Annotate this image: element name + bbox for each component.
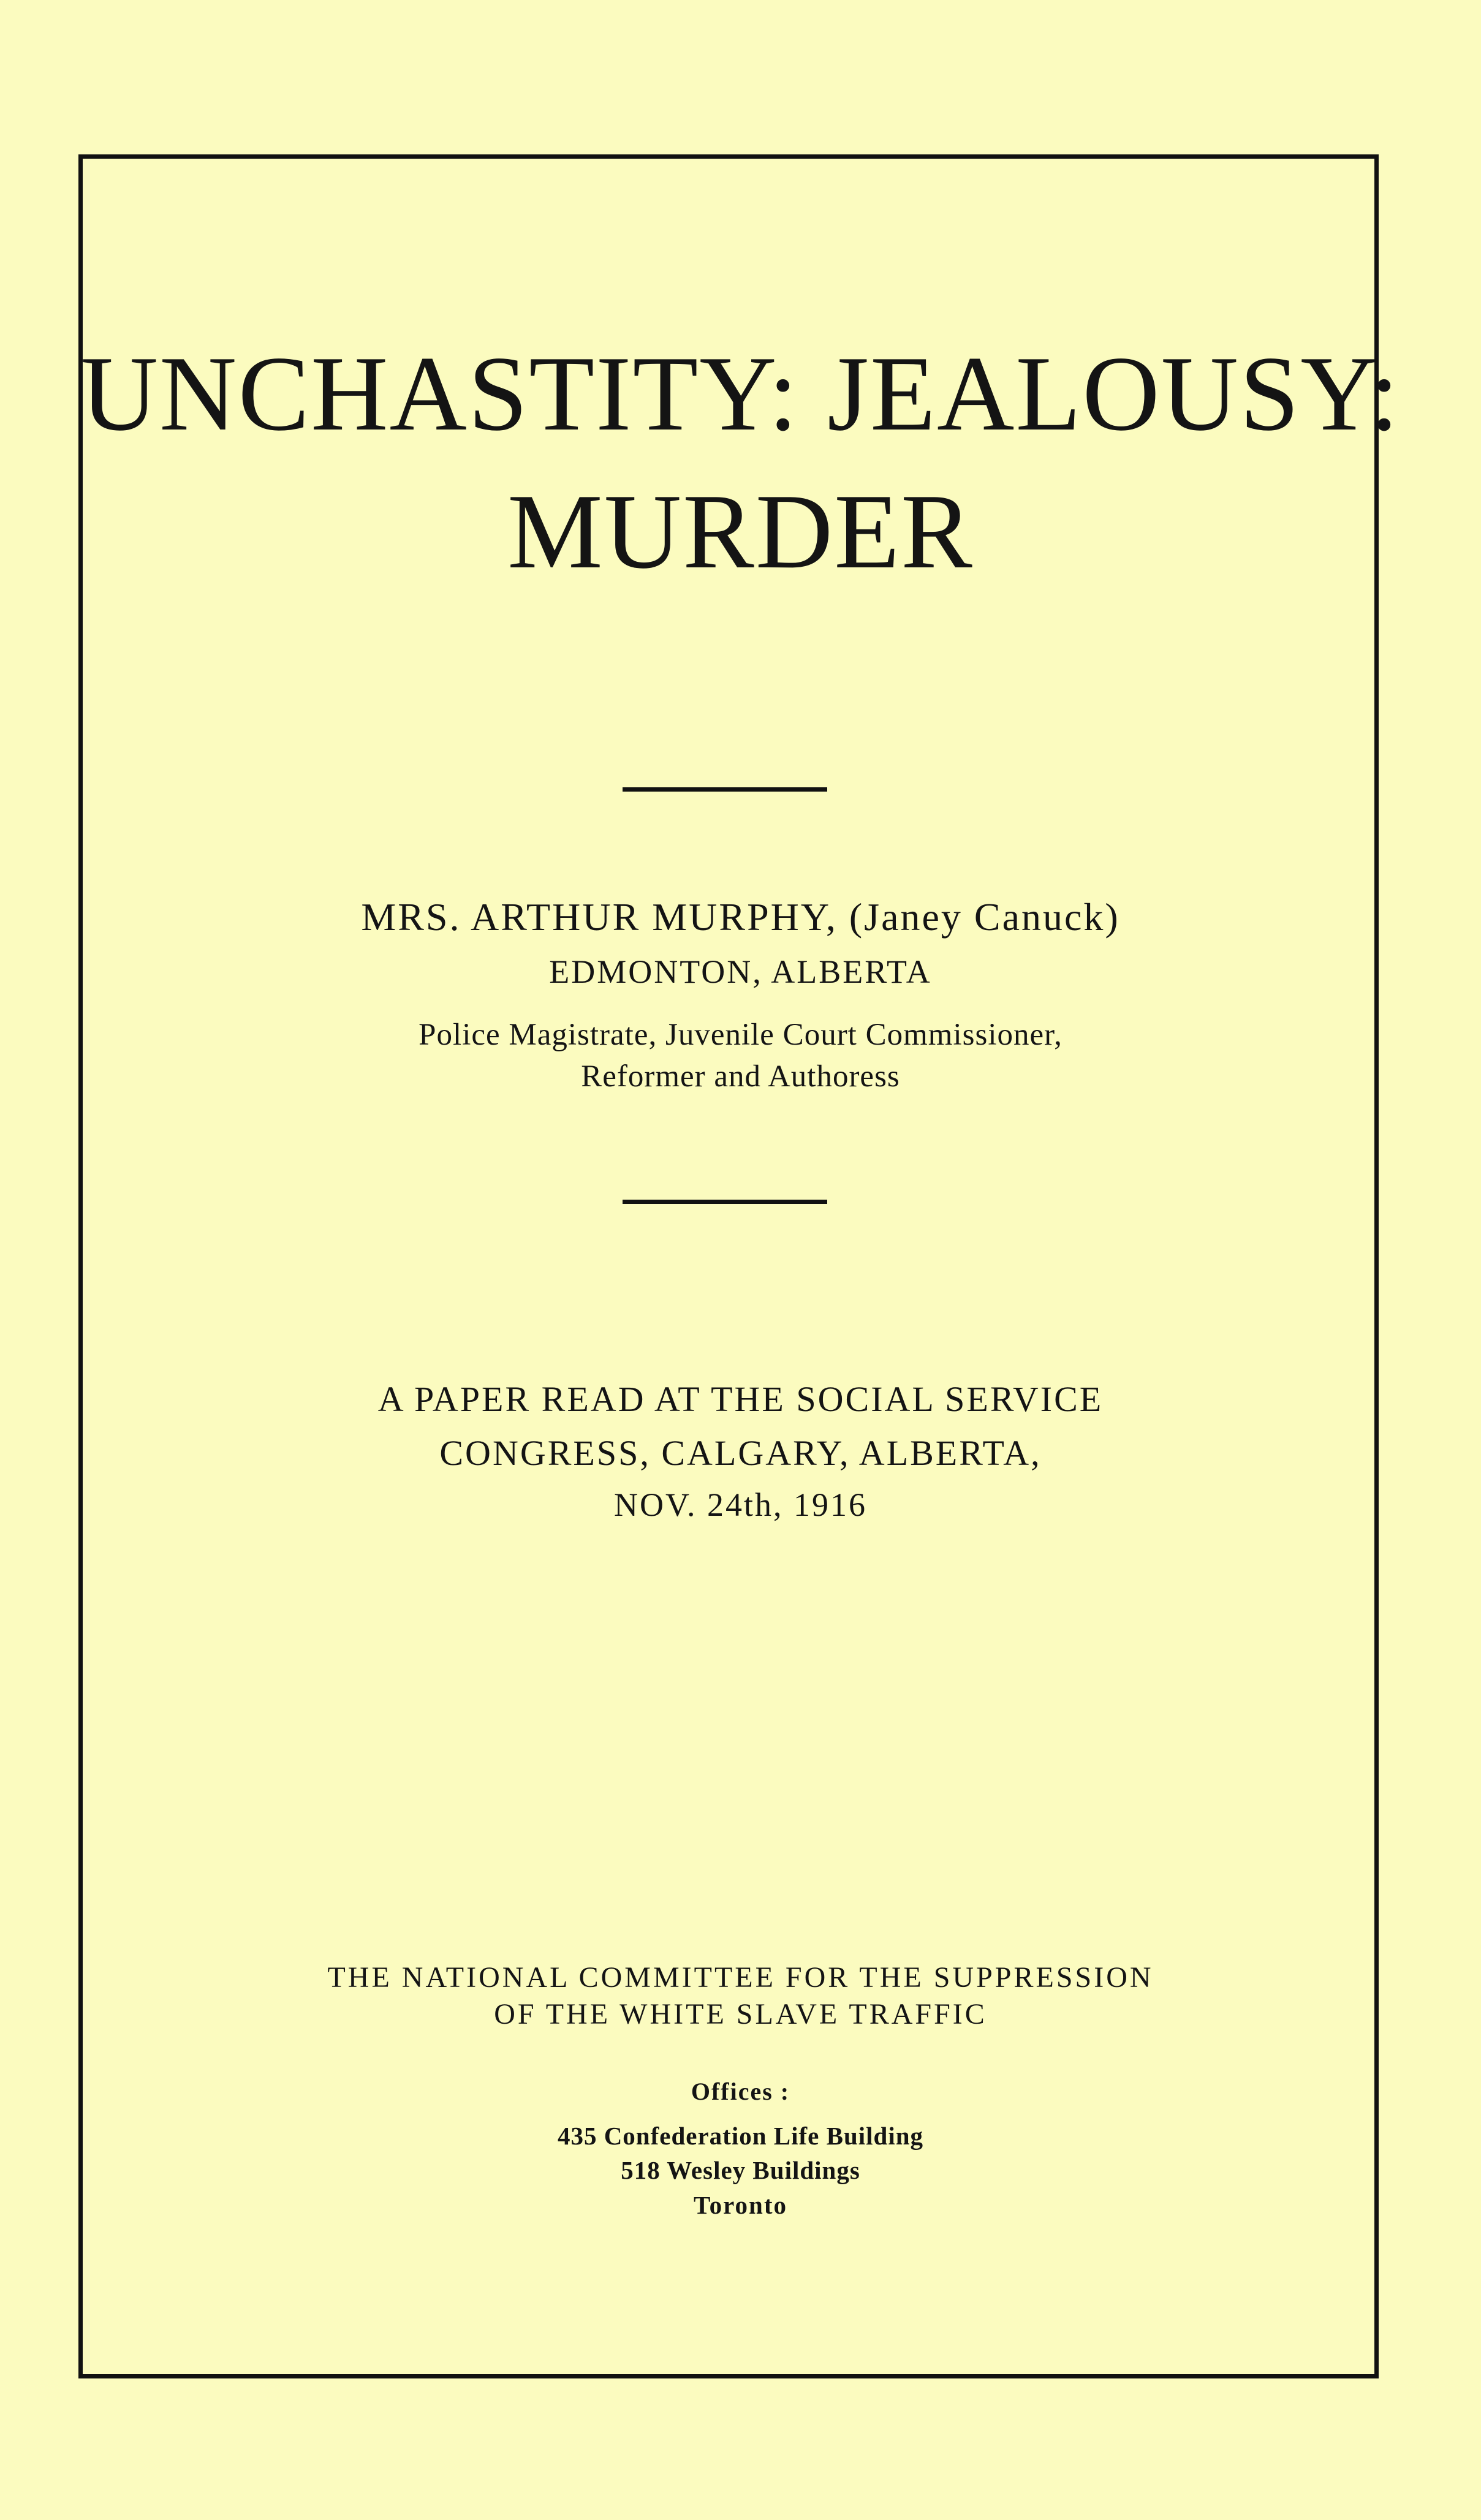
office-address-1: 435 Confederation Life Building (557, 2122, 924, 2150)
paper-line-2: CONGRESS, CALGARY, ALBERTA, (439, 1433, 1042, 1473)
offices-label: Offices : (691, 2078, 790, 2105)
title-line-2: MURDER (507, 472, 974, 591)
divider-top (623, 787, 827, 792)
committee-line-2: OF THE WHITE SLAVE TRAFFIC (494, 1998, 987, 2030)
committee-line-1: THE NATIONAL COMMITTEE FOR THE SUPPRESSION (327, 1961, 1154, 1994)
paper-line-1: A PAPER READ AT THE SOCIAL SERVICE (377, 1379, 1104, 1419)
author-location: EDMONTON, ALBERTA (549, 953, 932, 990)
author-roles-line-1: Police Magistrate, Juvenile Court Commissioner, (419, 1018, 1062, 1052)
paper-date: NOV. 24th, 1916 (613, 1486, 868, 1523)
divider-bottom (623, 1200, 827, 1204)
office-city: Toronto (694, 2191, 787, 2219)
office-address-2: 518 Wesley Buildings (621, 2156, 860, 2184)
author-name: MRS. ARTHUR MURPHY, (Janey Canuck) (361, 895, 1120, 939)
title-line-1: UNCHASTITY: JEALOUSY: (80, 334, 1401, 453)
author-roles-line-2: Reformer and Authoress (581, 1059, 900, 1094)
